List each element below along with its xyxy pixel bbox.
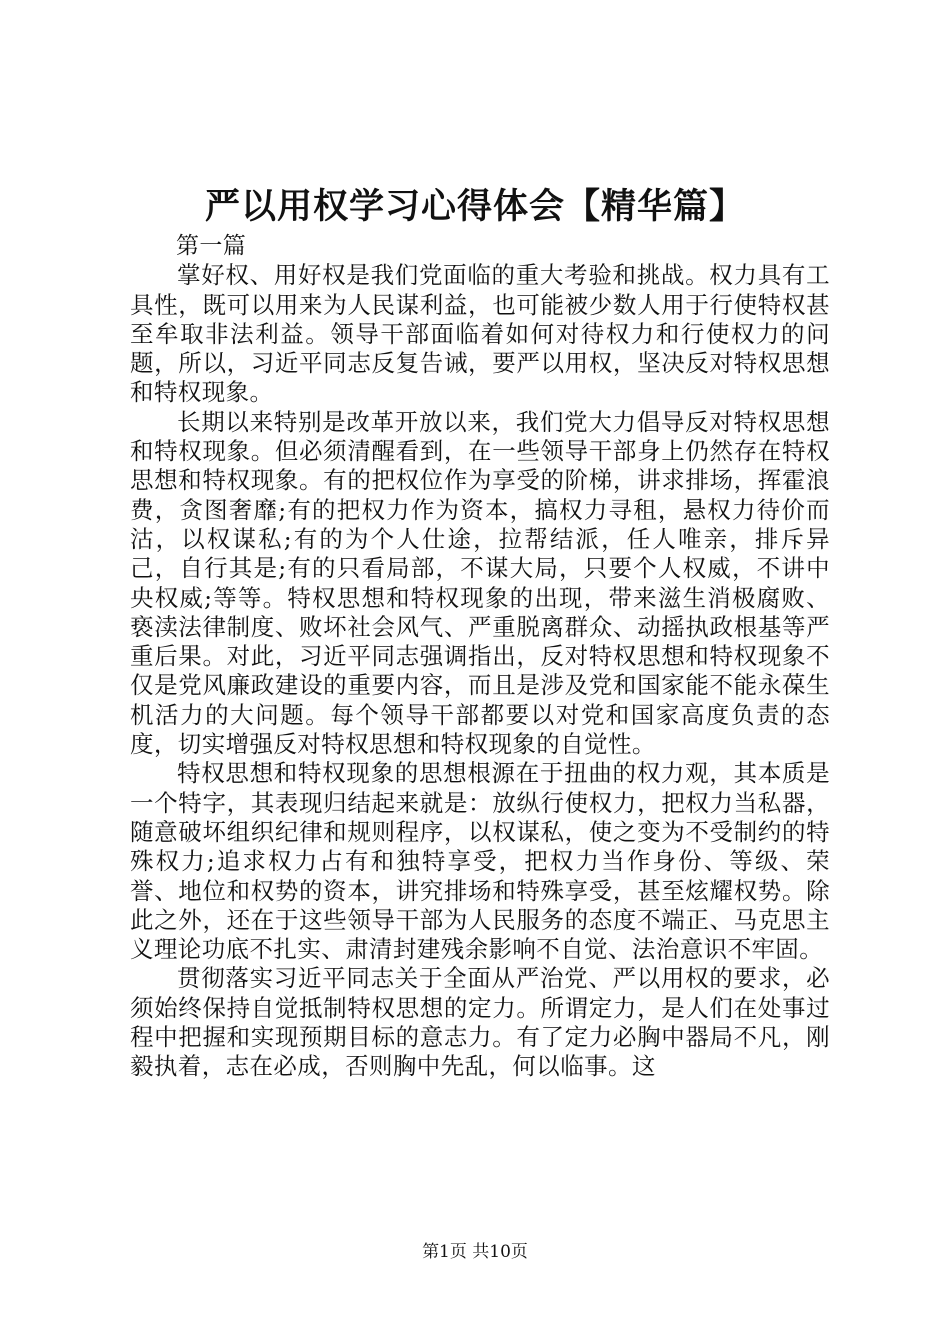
- document-title: 严以用权学习心得体会【精华篇】: [204, 186, 745, 227]
- paragraph-4: 贯彻落实习近平同志关于全面从严治党、严以用权的要求，必须始终保持自觉抵制特权思想的定力。所谓定力，是人们在处事过程中把握和实现预期目标的意志力。有了定力必胸中器局不凡，刚毅执着，志在必成，否则胸中先乱，何以临事。这: [130, 964, 830, 1081]
- page-number-footer: 第1页 共10页: [422, 1242, 528, 1262]
- section-label: 第一篇: [176, 233, 247, 259]
- paragraph-2: 长期以来特别是改革开放以来，我们党大力倡导反对特权思想和特权现象。但必须清醒看到，在一些领导干部身上仍然存在特权思想和特权现象。有的把权位作为享受的阶梯，讲求排场，挥霍浪费，贪图奢靡;有的把权力作为资本，搞权力寻租，悬权力待价而沽，以权谋私;有的为个人仕途，拉帮结派，任人唯亲，排斥异己，自行其是;有的只看局部，不谋大局，只要个人权威，不讲中央权威;等等。特权思想和特权现象的出现，带来滋生消极腐败、亵渎法律制度、败坏社会风气、严重脱离群众、动摇执政根基等严重后果。对此，习近平同志强调指出，反对特权思想和特权现象不仅是党风廉政建设的重要内容，而且是涉及党和国家能不能永葆生机活力的大问题。每个领导干部都要以对党和国家高度负责的态度，切实增强反对特权思想和特权现象的自觉性。: [130, 407, 830, 759]
- paragraph-3: 特权思想和特权现象的思想根源在于扭曲的权力观，其本质是一个特字，其表现归结起来就是：放纵行使权力，把权力当私器，随意破坏组织纪律和规则程序，以权谋私，使之变为不受制约的特殊权力;追求权力占有和独特享受，把权力当作身份、等级、荣誉、地位和权势的资本，讲究排场和特殊享受，甚至炫耀权势。除此之外，还在于这些领导干部为人民服务的态度不端正、马克思主义理论功底不扎实、肃清封建残余影响不自觉、法治意识不牢固。: [130, 759, 830, 964]
- paragraph-1: 掌好权、用好权是我们党面临的重大考验和挑战。权力具有工具性，既可以用来为人民谋利益，也可能被少数人用于行使特权甚至牟取非法利益。领导干部面临着如何对待权力和行使权力的问题，所以，习近平同志反复告诫，要严以用权，坚决反对特权思想和特权现象。: [130, 261, 830, 407]
- document-body: [130, 232, 830, 1082]
